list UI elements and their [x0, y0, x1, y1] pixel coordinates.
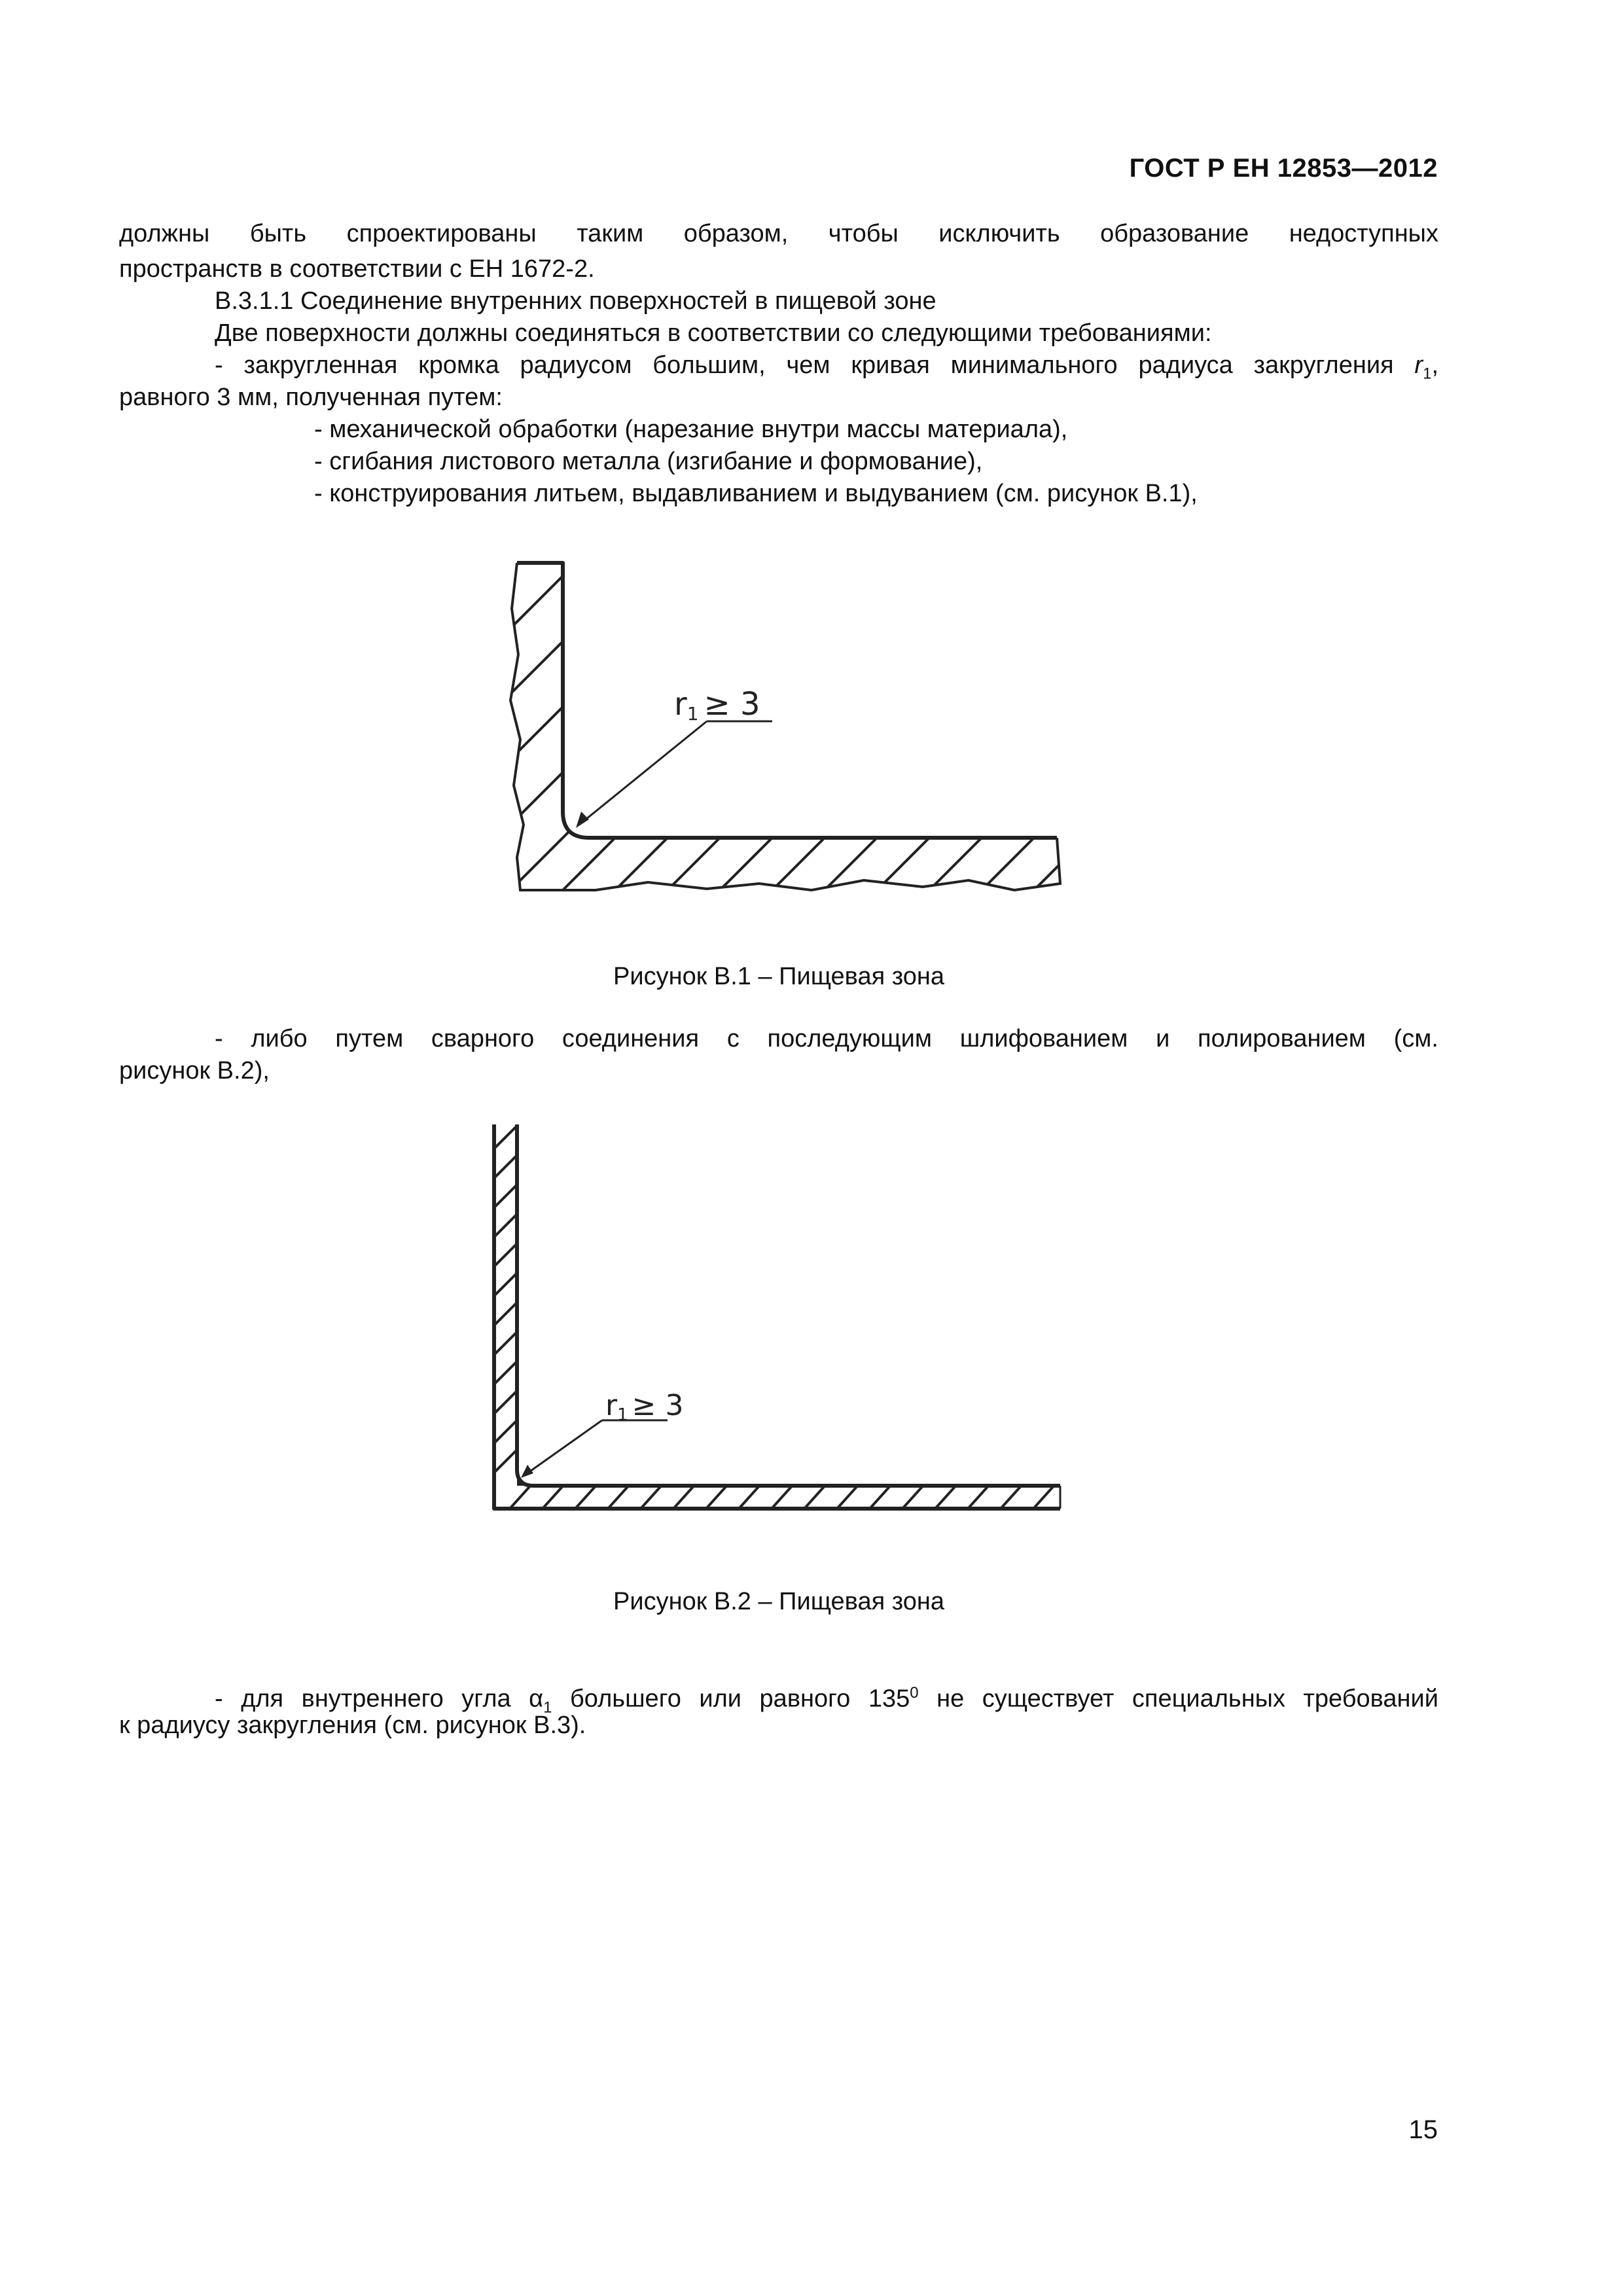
radius-label: r1 ≥ 3: [674, 686, 760, 725]
paragraph-line: равного 3 мм, полученная путем:: [119, 384, 503, 411]
hatch-pattern: [491, 1122, 1057, 1515]
figure-caption: Рисунок В.2 – Пищевая зона: [613, 1588, 944, 1615]
document-header: ГОСТ Р ЕН 12853—2012: [1129, 154, 1438, 183]
radius-label: r1 ≥ 3: [605, 1389, 684, 1425]
paragraph-line: Две поверхности должны соединяться в соответствии со следующими требованиями:: [215, 319, 1212, 347]
figure-caption: Рисунок В.1 – Пищевая зона: [613, 963, 944, 990]
list-item: - конструирования литьем, выдавливанием и выдуванием (см. рисунок В.1),: [314, 480, 1198, 507]
figure-b1-drawing: [497, 550, 1073, 903]
hatch-pattern: [497, 569, 1073, 903]
paragraph-line: - закругленная кромка радиусом большим, чем кривая минимального радиуса закругления $r_1$,: [215, 351, 1438, 383]
paragraph-line: - для внутреннего угла $\alpha_1$ большего или равного $135^0$ не существует специальных требований: [215, 1684, 1438, 1717]
paragraph-line: к радиусу закругления (см. рисунок В.3).: [119, 1712, 586, 1739]
section-title: В.3.1.1 Соединение внутренних поверхностей в пищевой зоне: [215, 287, 936, 315]
paragraph-line: рисунок В.2),: [119, 1057, 270, 1085]
page-number: 15: [1408, 2115, 1438, 2144]
paragraph-line: должны быть спроектированы таким образом, чтобы исключить образование недоступных: [119, 220, 1438, 247]
paragraph-line: - либо путем сварного соединения с последующим шлифованием и полированием (см.: [215, 1025, 1438, 1052]
list-item: - механической обработки (нарезание внутри массы материала),: [314, 416, 1068, 443]
paragraph-line: пространств в соответствии с ЕН 1672-2.: [119, 255, 595, 283]
list-item: - сгибания листового металла (изгибание и формование),: [314, 448, 983, 475]
figure-b2-drawing: [484, 1113, 1073, 1532]
